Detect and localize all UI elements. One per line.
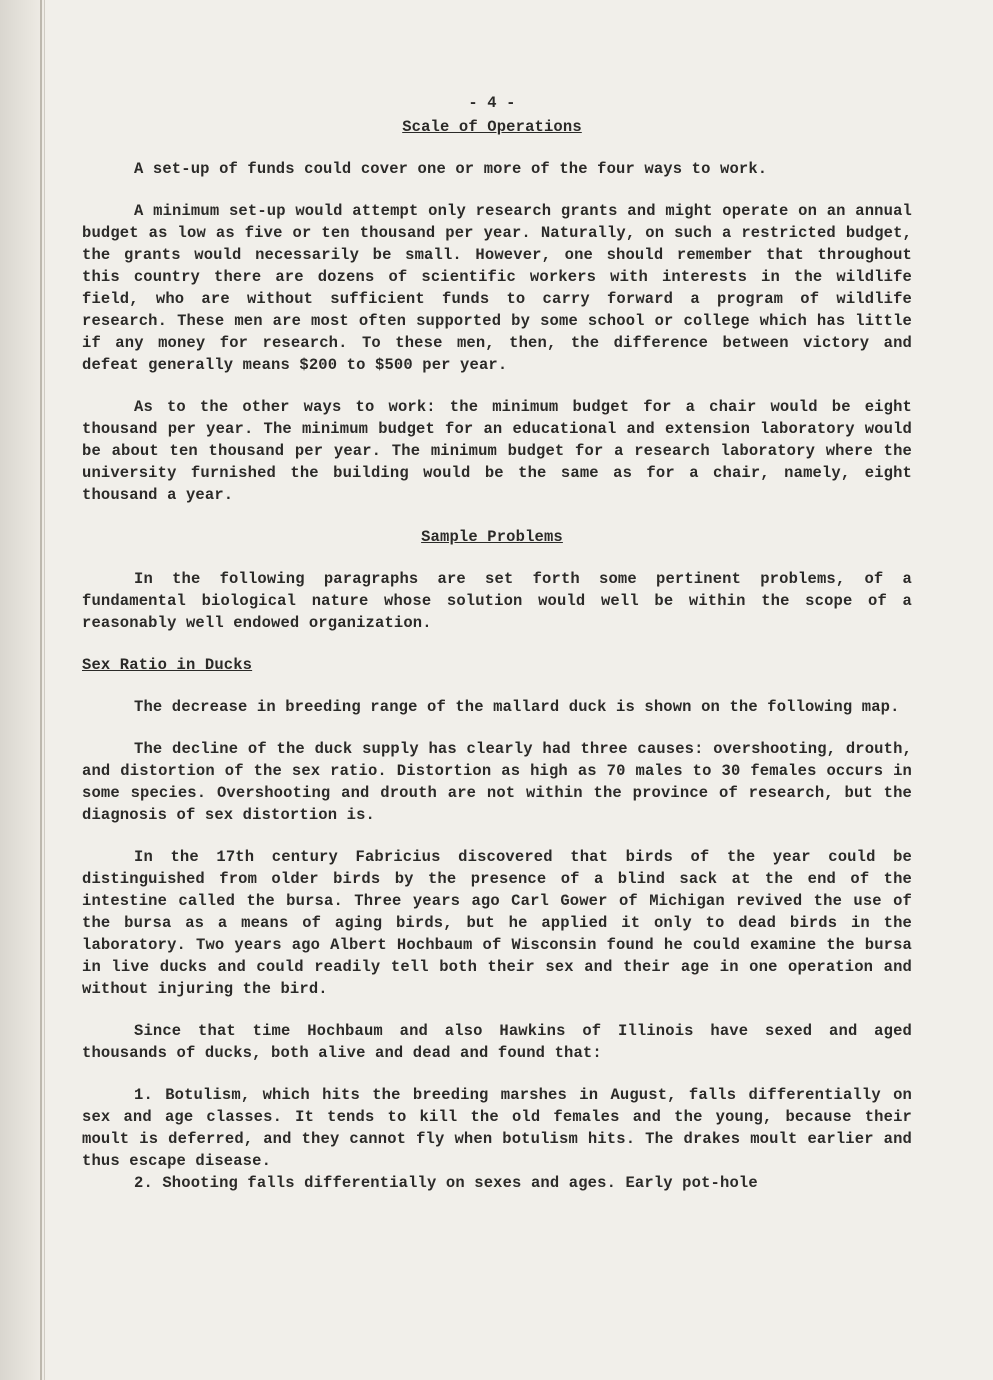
paragraph-breeding-range: The decrease in breeding range of the mallard duck is shown on the following map. — [134, 698, 900, 716]
heading-scale-of-operations: Scale of Operations — [402, 118, 582, 136]
paragraph-hochbaum-hawkins: Since that time Hochbaum and also Hawkins of Illinois have sexed and aged thousands of ducks, both alive and dead and found that: — [82, 1022, 912, 1062]
paragraph-following-paragraphs: In the following paragraphs are set forth some pertinent problems, of a fundamental biological nature whose solution would well be within the scope of a reasonably well endowed organization. — [82, 570, 912, 632]
book-binding-edge — [0, 0, 45, 1380]
binding-fold-line — [40, 0, 42, 1380]
paragraph-set-up-of-funds: A set-up of funds could cover one or more of the four ways to work. — [134, 160, 768, 178]
paragraph-botulism: 1. Botulism, which hits the breeding marshes in August, falls differentially on sex and age classes. It tends to kill the old females and the young, because their moult is deferred, and they cannot fly when botulism hits. The drakes moult earlier and thus escape disease. — [82, 1086, 912, 1170]
heading-sex-ratio-in-ducks: Sex Ratio in Ducks — [82, 656, 253, 674]
typewritten-page — [82, 92, 912, 1194]
paragraph-other-ways: As to the other ways to work: the minimum budget for a chair would be eight thousand per year. The minimum budget for an educational and extension laboratory would be about ten thousand per year. The minimum budget for a research laboratory where the university furnished the building would be the same as for a chair, namely, eight thousand a year. — [82, 398, 912, 504]
page-number: - 4 - — [468, 94, 516, 112]
paragraph-minimum-set-up: A minimum set-up would attempt only research grants and might operate on an annual budget as low as five or ten thousand per year. Naturally, on such a restricted budget, the grants would necessarily be small. However, one should remember that throughout this country there are dozens of scientific workers with interests in the wildlife field, who are without sufficient funds to carry forward a program of wildlife research. These men are most often supported by some school or college which has little if any money for research. To these men, then, the difference between victory and defeat generally means $200 to $500 per year. — [82, 202, 912, 374]
paragraph-shooting: 2. Shooting falls differentially on sexes and ages. Early pot-hole — [134, 1174, 758, 1192]
heading-sample-problems: Sample Problems — [421, 528, 563, 546]
paragraph-decline-causes: The decline of the duck supply has clearly had three causes: overshooting, drouth, and distortion of the sex ratio. Distortion as high as 70 males to 30 females occurs in some species. Overshooting and drouth are not within the province of research, but the diagnosis of sex distortion is. — [82, 740, 912, 824]
paragraph-fabricius: In the 17th century Fabricius discovered that birds of the year could be distinguished from older birds by the presence of a blind sack at the end of the intestine called the bursa. Three years ago Carl Gower of Michigan revived the use of the bursa as a means of aging birds, but he applied it only to dead birds in the laboratory. Two years ago Albert Hochbaum of Wisconsin found he could examine the bursa in live ducks and could readily tell both their sex and their age in one operation and without injuring the bird. — [82, 848, 912, 998]
